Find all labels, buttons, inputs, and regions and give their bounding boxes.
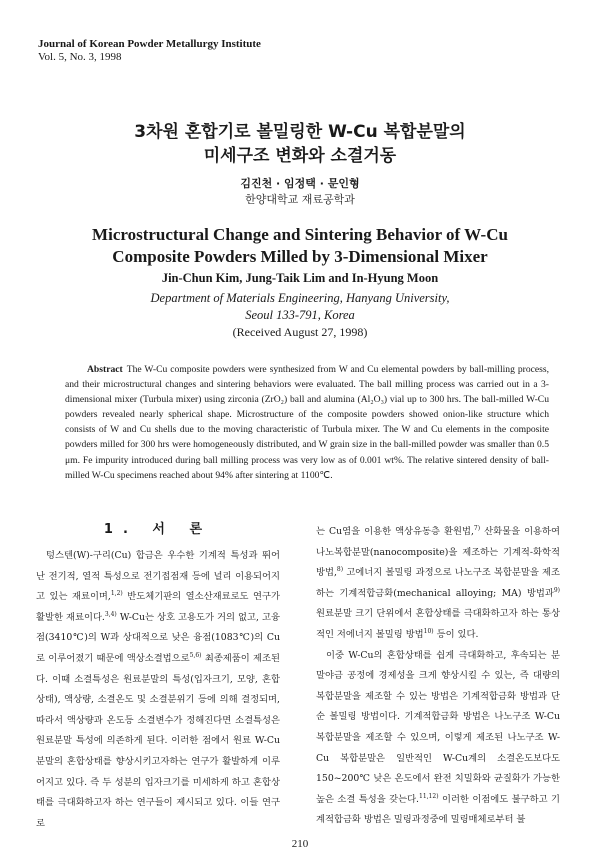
section-heading: 1. 서 론 [103, 522, 213, 537]
citation-ref: 8) [336, 566, 344, 574]
right-text-1a: 는 Cu염을 이용한 액상유동층 환원법, [316, 526, 474, 537]
right-text-2b: 이러한 이점에도 불구하고 기계적합금화 방법은 밀링과정중에 밀링매체로부터 불 [316, 793, 560, 826]
affiliation-line2: Seoul 133-791, Korea [245, 308, 355, 322]
left-column [36, 522, 280, 834]
english-title-line2: Composite Powders Milled by 3-Dimensional Mixer [112, 247, 488, 266]
intro-text-3: W-Cu는 상호 고용도가 거의 없고, 고융점(3410℃)의 W과 상대적으로 낮은 융점(1083℃)의 Cu로 이루어졌기 때문에 액상소결법으로 [36, 611, 280, 664]
abstract-label: Abstract [87, 364, 123, 375]
abstract [65, 362, 549, 483]
right-text-1c: 고에너지 볼밀링 과정으로 나노구조 복합분말을 제조하는 기계적합금화(mechanical alloying; MA) 방법과 [316, 567, 560, 599]
right-paragraph-2 [316, 646, 560, 831]
intro-text-4: 최종제품이 제조된다. 이때 소결특성은 원료분말의 특성(입자크기, 모양, 혼합상태), 액상량, 소결온도 및 소결분위기 등에 의해 결정되며, 따라서 액상량과 온도등 소결변수가 정해진다면 소결특성은 원료분말 특성에 의존하게 된다. 이러한 점에서 원료 W-Cu 분말의 혼합상태를 향상시키고자하는 연구가 활발하게 이루어지고 있다. 즉 두 성분의 입자크기를 미세하게 하고 혼합상태를 극대화하고자 하는 연구들이 제시되고 있다. 이들 연구로 [36, 652, 281, 829]
english-authors: Jin-Chun Kim, Jung-Taik Lim and In-Hyung Moon [161, 271, 439, 285]
korean-title-line1: 3차원 혼합기로 볼밀링한 W-Cu 복합분말의 [134, 122, 466, 142]
citation-ref: 3,4) [104, 610, 117, 618]
journal-header [38, 38, 261, 64]
journal-volume: Vol. 5, No. 3, 1998 [38, 51, 122, 63]
intro-paragraph [36, 546, 280, 834]
right-text-2a: 이중 W-Cu의 혼합상태를 쉽게 극대화하고, 후속되는 분말야금 공정에 경제성을 크게 향상시킬 수 있는, 즉 대량의 복합분말을 제조할 수 있는 방법은 기계적합금화 방법과 단순 볼밀링 방법이다. 기계적합금화 방법은 나노구조 W-Cu 복합분말을 제조할 수 있으며, 이렇게 제조된 나노구조 W-Cu 복합분말은 일반적인 W-Cu계의 소결온도보다도 150~200℃ 낮은 온도에서 완전 치밀화와 균질화가 가능한 높은 소결 특성을 갖는다. [316, 649, 560, 805]
korean-title-line2: 미세구조 변화와 소결거동 [203, 146, 397, 166]
abstract-text: The W-Cu composite powders were synthesized from W and Cu elemental powders by ball-milling process, and their microstructural changes and sintering behaviors were evaluated. The ball milling process was carried out in a 3-dimensional mixer (Turbula mixer) using zirconia (ZrO₂) ball and alumina (Al₂O₃) vial up to 300 hrs. The ball-milled W-Cu powders revealed nearly spherical shape. Microstructure of the composite powders showed onion-like structure which consists of W and Cu shells due to the moving characteristic of Turbula mixer. The W and Cu elements in the composite powders milled for 300 hrs were homogeneously distributed, and W grain size in the ball-milled powder was smaller than 0.5 μm. Fe impurity introduced during ball milling process was very low as of 0.001 wt%. The relative sintered density of ball-milled W-Cu specimens reached about 94% after sintering at 1100℃. [65, 364, 549, 481]
right-column [316, 522, 560, 831]
right-paragraph-1 [316, 522, 560, 646]
citation-ref: 9) [553, 586, 560, 594]
intro-text-1: 텅스텐(W)-구리(Cu) 합금은 우수한 기계적 특성과 뛰어난 전기적, 열적 특성으로 전기접점재 등에 널리 이용되어지고 있는 재료이며, [36, 550, 280, 603]
english-title-line1: Microstructural Change and Sintering Behavior of W-Cu [92, 225, 508, 244]
right-text-1d: 원료분말 크기 단위에서 혼합상태를 극대화하고자 하는 통상적인 저에너지 볼밀링 방법 [316, 608, 560, 640]
affiliation-line1: Department of Materials Engineering, Hanyang University, [150, 291, 450, 305]
english-affiliation [0, 290, 600, 324]
citation-ref: 5,6) [189, 651, 202, 659]
citation-ref: 1,2) [110, 590, 123, 598]
citation-ref: 7) [473, 524, 481, 532]
citation-ref: 11,12) [419, 792, 439, 800]
english-title [0, 224, 600, 268]
page-number: 210 [291, 838, 309, 850]
korean-affiliation: 한양대학교 재료공학과 [245, 193, 355, 206]
korean-title [0, 120, 600, 168]
received-date: (Received August 27, 1998) [232, 325, 368, 339]
korean-authors: 김진천 · 임정택 · 문인형 [240, 177, 360, 190]
journal-name: Journal of Korean Powder Metallurgy Institute [38, 38, 261, 50]
right-text-1e: 등이 있다. [433, 628, 479, 640]
intro-text-2: 반도체기판의 열소산재료로도 연구가 활발한 재료이다. [36, 591, 280, 623]
right-text-1b: 산화물을 이용하여 나노복합분말(nanocomposite)을 제조하는 기계적-화학적 방법, [316, 526, 561, 579]
citation-ref: 10) [423, 627, 434, 635]
